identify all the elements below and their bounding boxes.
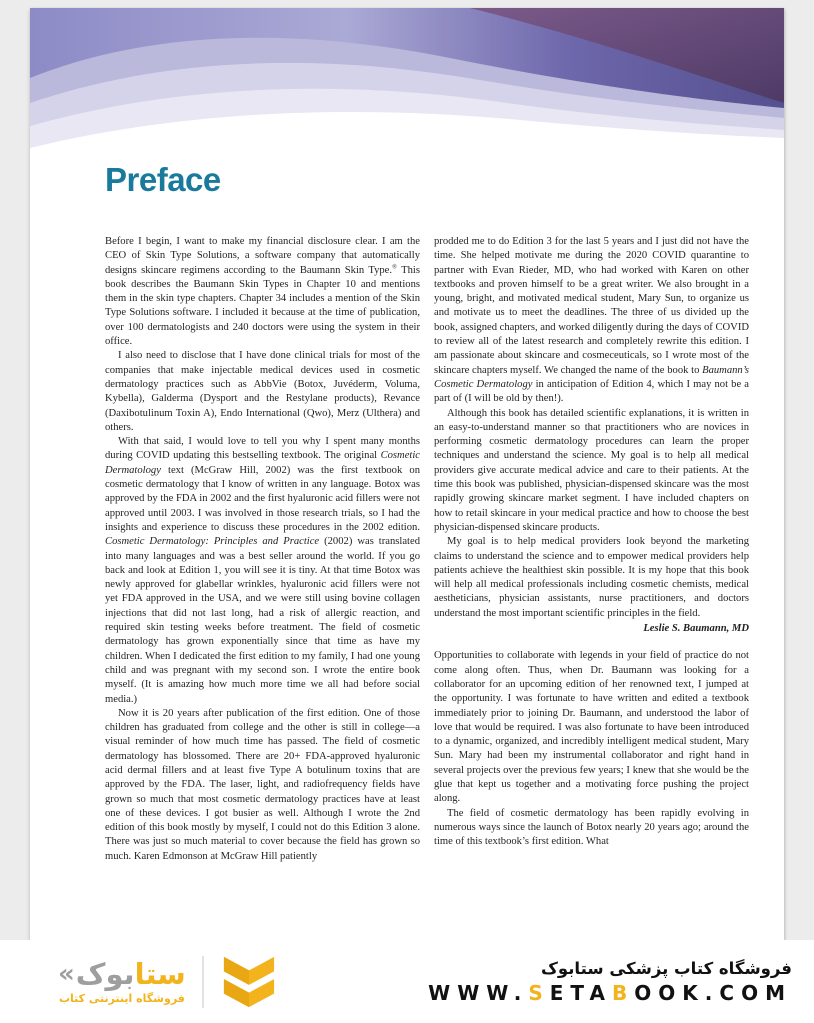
site-info — [428, 959, 798, 1005]
website-text: WWW.SETABOOK.COM — [428, 980, 792, 1005]
store-title: فروشگاه کتاب پزشکی ستابوک — [541, 958, 792, 978]
logo-divider — [202, 956, 204, 1008]
paragraph: Although this book has detailed scientific explanations, it is written in an easy-to-understand manner so that practitioners who are novices in performing cosmetic dermatology procedures can learn the proper techniques and understand the science. My goal is to help all medical providers give accurate medical advice and care to their patients. At the time this book was published, physician-dispensed skincare was the most rapidly growing skincare market segment. I have included chapters on how to retail skincare in your medical practice and how to choose the best physician-dispensed skincare products. — [434, 407, 749, 533]
column-left — [105, 235, 420, 864]
brand-wordmark — [58, 956, 186, 991]
brand-logo — [58, 955, 278, 1009]
paragraph: My goal is to help medical providers look beyond the marketing claims to understand the science and to empower medical providers help patients achieve the healthiest skin possible. It is my hope that this book will help all medical professionals including cosmetic chemists, medical aestheticians, physician assistants, nurse practitioners, and doctors understand the most important scientific principles in the field. — [434, 536, 749, 619]
column-right — [434, 235, 749, 864]
paragraph: The field of cosmetic dermatology has been rapidly evolving in numerous ways since the launch of Botox nearly 20 years ago; around the time of this textbook’s first edition. What — [434, 807, 749, 848]
paragraph: Opportunities to collaborate with legends in your field of practice do not come along often. Thus, when Dr. Baumann was looking for a collaborator for an upcoming edition of her renowned text, I jumped at the opportunity. I was fortunate to have written and edited a textbook immediately prior to joining Dr. Baumann, and understood the labor of love that would be required. I was also fortunate to have been introduced to a dynamic, organized, and incredibly intelligent medical student, Mary Sun. Mary had been my instrumental collaborator and right hand in several projects over the previous few years; I knew that she would be the glue that kept us together and a motivating force pushing the project along. — [434, 650, 749, 805]
footer-branding-bar — [0, 940, 814, 1023]
paragraph: Before I begin, I want to make my financial disclosure clear. I am the CEO of Skin Type Solutions, a software company that automatically designs skincare regimens according to the Baumann Skin Type.® This book describes the Baumann Skin Types in Chapter 10 and mentions them in the skin type chapters. Chapter 34 includes a mention of the Skin Type Solutions software. I included it because at the time of publication, over 100 dermatologists and 240 doctors were using the system in their office. — [105, 236, 420, 348]
page-scan — [30, 8, 784, 940]
double-chevron-icon — [220, 955, 278, 1009]
author-signature: Leslie S. Baumann, MD — [643, 623, 749, 635]
brand-tagline: فروشگاه اینترنتی کتاب — [58, 991, 185, 1005]
page-title: Preface — [105, 161, 221, 198]
paragraph: With that said, I would love to tell you why I spent many months during COVID updating this bestselling textbook. The original Cosmetic Dermatology text (McGraw Hill, 2002) was the first textbook on cosmetic dermatology that I know of written in any language. Botox was approved by the FDA in 2002 and the first hyaluronic acid fillers were not approved until 2003. I was involved in those research trials, so I had the insights and experience to discuss these procedures in the 2002 edition. Cosmetic Dermatology: Principles and Practice (2002) was translated into many languages and was a best seller around the world. If you go back and look at Edition 1, you will see it is tiny. At that time Botox was newly approved for glabellar wrinkles, hyaluronic acid fillers were not yet FDA approved in the USA, and we were still using bovine collagen injections that did not last long, had a risk of allergic reaction, and required skin testing weeks before treatment. The field of cosmetic dermatology has grown exponentially since that time as have my children. When I dedicated the first edition to my family, I had one young child and was pregnant with my second son. I wrote the entire book myself. (It is amazing how much more time we all had before social media.) — [105, 436, 420, 705]
decorative-wave-header — [30, 8, 784, 158]
guillemet-icon: « — [58, 958, 75, 989]
wordmark-gray-part: بوک — [75, 956, 135, 991]
preface-body — [30, 235, 784, 864]
paragraph: I also need to disclose that I have done clinical trials for most of the companies that make injectable medical devices used in cosmetic dermatology practices such as AbbVie (Botox, Juvéderm, Voluma, Kybella), Galderma (Dysport and the Restylane products), Revance (Daxibotulinum Toxin A), Endo International (Qwo), Merz (Ulthera) and others. — [105, 350, 420, 433]
brand-wordmark-block — [58, 956, 186, 1005]
paragraph: prodded me to do Edition 3 for the last 5 years and I just did not have the time. She helped motivate me during the 2020 COVID quarantine to partner with Evan Rieder, MD, who had worked with Karen on other textbooks and proven himself to be a great writer. We also brought in a young, bright, and motivated medical student, Mary Sun, to organize us and motivate us to meet the deadlines. The three of us divided up the book, assigned chapters, and worked diligently during the days of COVID to review all of the latest research and completely rewrite this edition. I am passionate about skincare and cosmeceuticals, so I wrote most of the skincare chapters myself. We changed the name of the book to Baumann’s Cosmetic Dermatology in anticipation of Edition 4, which I may not be a part of (I will be old by then!). — [434, 236, 749, 405]
paragraph: Now it is 20 years after publication of the first edition. One of those children has graduated from college and the other is still in college—a visual reminder of how much time has passed. The field of cosmetic dermatology has blossomed. There are 20+ FDA-approved hyaluronic acid dermal fillers and at least five Type A botulinum toxins that are approved by the FDA. The laser, light, and radiofrequency fields have grown so much that most cosmetic dermatology practices have at least one of these devices. I got busier as well. Although I wrote the 2nd edition of this book mostly by myself, I could not do this Edition 3 alone. There was just so much material to cover because the field has grown so much. Karen Edmonson at McGraw Hill patiently — [105, 707, 420, 862]
wordmark-gold-part: ستا — [134, 956, 186, 991]
